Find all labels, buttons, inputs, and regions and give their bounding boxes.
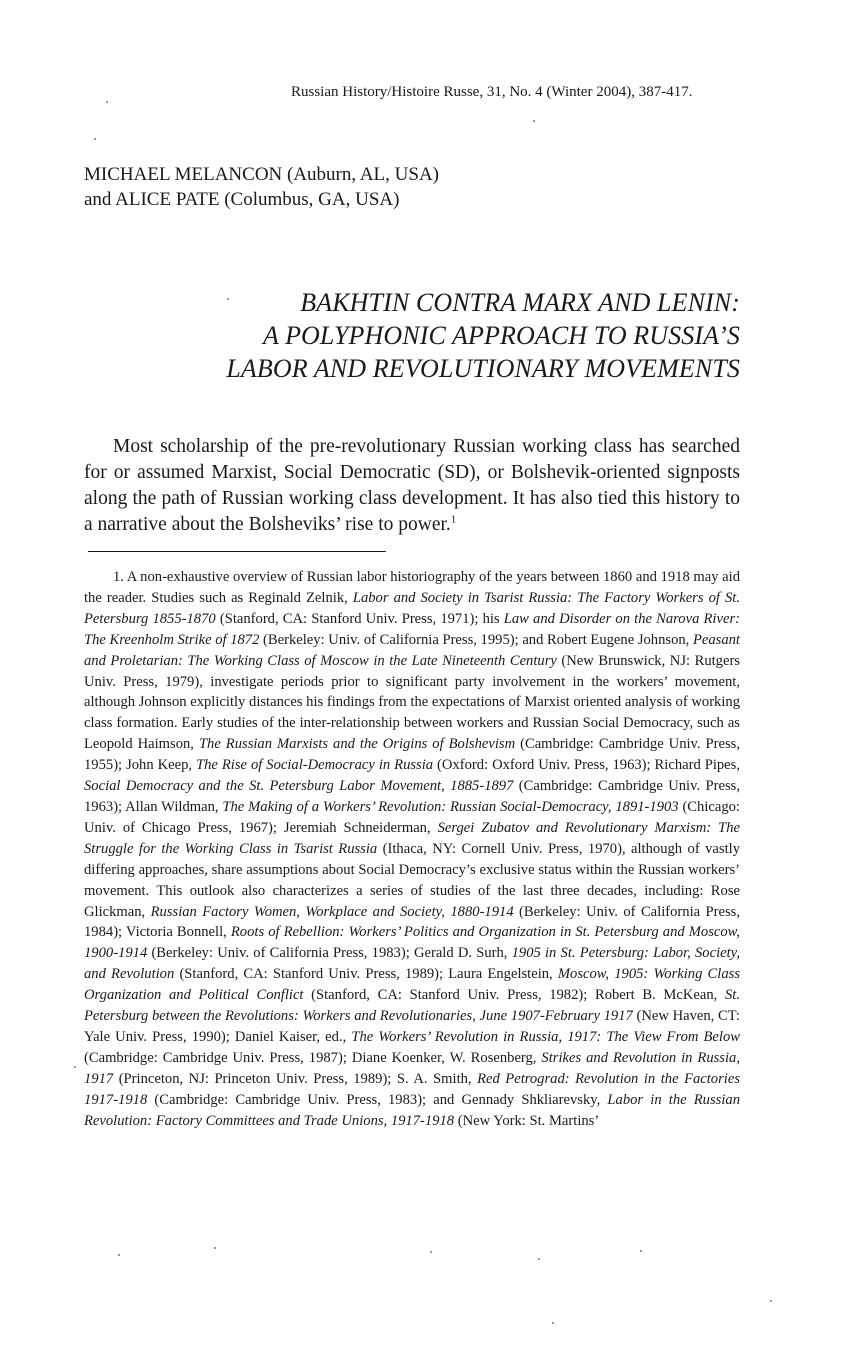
scan-speck (552, 1322, 554, 1324)
footnote-text-run: (New Brunswick, NJ: Rutgers Univ. Press, 1979), investigate periods prior to significant party involvement in the workers’ movement, although Johnson explicitly distances his findings from the expectations of Marxist oriented analysis of working class formation. Early studies of the inter-relationship between workers and Russian Social Democracy, such as Leopold Haimson, (84, 652, 740, 753)
body-paragraph (84, 434, 740, 538)
footnote-text-run: (Berkeley: Univ. of California Press, 1995); and Robert Eugene Johnson, (259, 631, 693, 648)
scan-speck (533, 120, 535, 122)
footnote-text-run: (Oxford: Oxford Univ. Press, 1963); Richard Pipes, (433, 757, 740, 774)
footnote-title-run: Social Democracy and the St. Petersburg Labor Movement, 1885-1897 (84, 778, 514, 795)
scan-speck (94, 138, 96, 140)
title-line: LABOR AND REVOLUTIONARY MOVEMENTS (226, 354, 740, 383)
footnote-title-run: The Rise of Social-Democracy in Russia (196, 757, 434, 774)
running-head: Russian History/Histoire Russe, 31, No. 4 (Winter 2004), 387-417. (291, 84, 693, 100)
scan-speck (227, 298, 229, 300)
footnote-title-run: The Making of a Workers’ Revolution: Russian Social-Democracy, 1891-1903 (222, 798, 679, 815)
footnote-title-run: Roots of Rebellion: Workers’ Politics and Organization in St. Petersburg and Moscow, 1900-1914 (84, 924, 740, 962)
body-paragraph-text: Most scholarship of the pre-revolutionary Russian working class has searched for or assumed Marxist, Social Democratic (SD), or Bolshevik-oriented signposts along the path of Russian working class development. It has also tied this history to a narrative about the Bolsheviks’ rise to power. (84, 436, 740, 535)
footnote-title-run: Peasant and Proletarian: The Working Class of Moscow in the Late Nineteenth Century (84, 631, 740, 669)
footnote-title-run: St. Petersburg between the Revolutions: Workers and Revolutionaries, June 1907-February 1917 (84, 987, 740, 1025)
footnote-text-run: (New Haven, CT: Yale Univ. Press, 1990); Daniel Kaiser, ed., (84, 1008, 740, 1045)
footnote-text-run: (Ithaca, NY: Cornell Univ. Press, 1970), although of vastly differing approaches, share assumptions about Social Democracy’s exclusive status within the Russian workers’ movement. This outlook also characterizes a series of studies of the last three decades, including: Rose Glickman, (84, 840, 740, 920)
footnote-text-run: (Stanford, CA: Stanford Univ. Press, 1982); Robert B. McKean, (303, 987, 725, 1004)
author-block (84, 162, 439, 212)
scan-speck (770, 1300, 772, 1302)
footnote-divider (88, 551, 386, 552)
title-line: A POLYPHONIC APPROACH TO RUSSIA’S (262, 321, 740, 350)
footnote-title-run: Law and Disorder on the Narova River: The Kreenholm Strike of 1872 (84, 610, 740, 648)
footnote-text-run: (Cambridge: Cambridge Univ. Press, 1983); and Gennady Shkliarevsky, (147, 1091, 608, 1108)
footnote (84, 567, 740, 1131)
author-line: and ALICE PATE (Columbus, GA, USA) (84, 189, 400, 210)
footnote-title-run: 1905 in St. Petersburg: Labor, Society, and Revolution (84, 945, 740, 983)
author-line: MICHAEL MELANCON (Auburn, AL, USA) (84, 164, 439, 185)
scan-speck (538, 1258, 540, 1260)
footnote-text-run: (Cambridge: Cambridge Univ. Press, 1963); Allan Wildman, (84, 778, 740, 815)
footnote-text-run: (Cambridge: Cambridge Univ. Press, 1987); Diane Koenker, W. Rosenberg, (84, 1049, 542, 1066)
article-title (100, 286, 740, 385)
footnote-title-run: Labor in the Russian Revolution: Factory Committees and Trade Unions, 1917-1918 (84, 1091, 740, 1129)
title-line: BAKHTIN CONTRA MARX AND LENIN: (300, 288, 740, 317)
footnote-title-run: The Workers’ Revolution in Russia, 1917: The View From Below (351, 1028, 740, 1045)
scan-speck (106, 101, 108, 103)
scan-speck (640, 1250, 642, 1252)
scan-speck (74, 1066, 76, 1068)
footnote-title-run: Sergei Zubatov and Revolutionary Marxism: The Struggle for the Working Class in Tsarist Russia (84, 819, 740, 857)
footnote-text-run: (New York: St. Martins’ (454, 1112, 600, 1129)
footnote-text-run: (Princeton, NJ: Princeton Univ. Press, 1989); S. A. Smith, (113, 1070, 478, 1087)
footnote-title-run: Moscow, 1905: Working Class Organization and Political Conflict (84, 966, 740, 1004)
footnote-reference[interactable]: 1 (450, 513, 457, 526)
footnote-title-run: Red Petrograd: Revolution in the Factories 1917-1918 (84, 1070, 740, 1108)
scan-speck (430, 1251, 432, 1253)
footnote-text-run: (Stanford, CA: Stanford Univ. Press, 1989); Laura Engelstein, (174, 966, 558, 983)
footnote-text-run: (Chicago: Univ. of Chicago Press, 1967); Jeremiah Schneiderman, (84, 798, 740, 836)
footnote-text-run: (Cambridge: Cambridge Univ. Press, 1955); John Keep, (84, 736, 740, 774)
scan-speck (214, 1247, 216, 1249)
footnote-text-run: (Berkeley: Univ. of California Press, 1984); Victoria Bonnell, (84, 903, 740, 941)
footnote-title-run: Strikes and Revolution in Russia, 1917 (84, 1049, 740, 1087)
footnote-text-run: (Berkeley: Univ. of California Press, 1983); Gerald D. Surh, (147, 945, 512, 962)
footnote-title-run: The Russian Marxists and the Origins of Bolshevism (198, 736, 516, 753)
footnote-text-run: 1. A non-exhaustive overview of Russian labor historiography of the years between 1860 and 1918 may aid the reader. Studies such as Reginald Zelnik, (84, 569, 740, 606)
scan-speck (118, 1254, 120, 1256)
footnote-title-run: Russian Factory Women, Workplace and Society, 1880-1914 (150, 903, 514, 920)
footnote-text-run: (Stanford, CA: Stanford Univ. Press, 1971); his (215, 610, 504, 627)
footnote-title-run: Labor and Society in Tsarist Russia: The Factory Workers of St. Petersburg 1855-1870 (84, 589, 740, 627)
